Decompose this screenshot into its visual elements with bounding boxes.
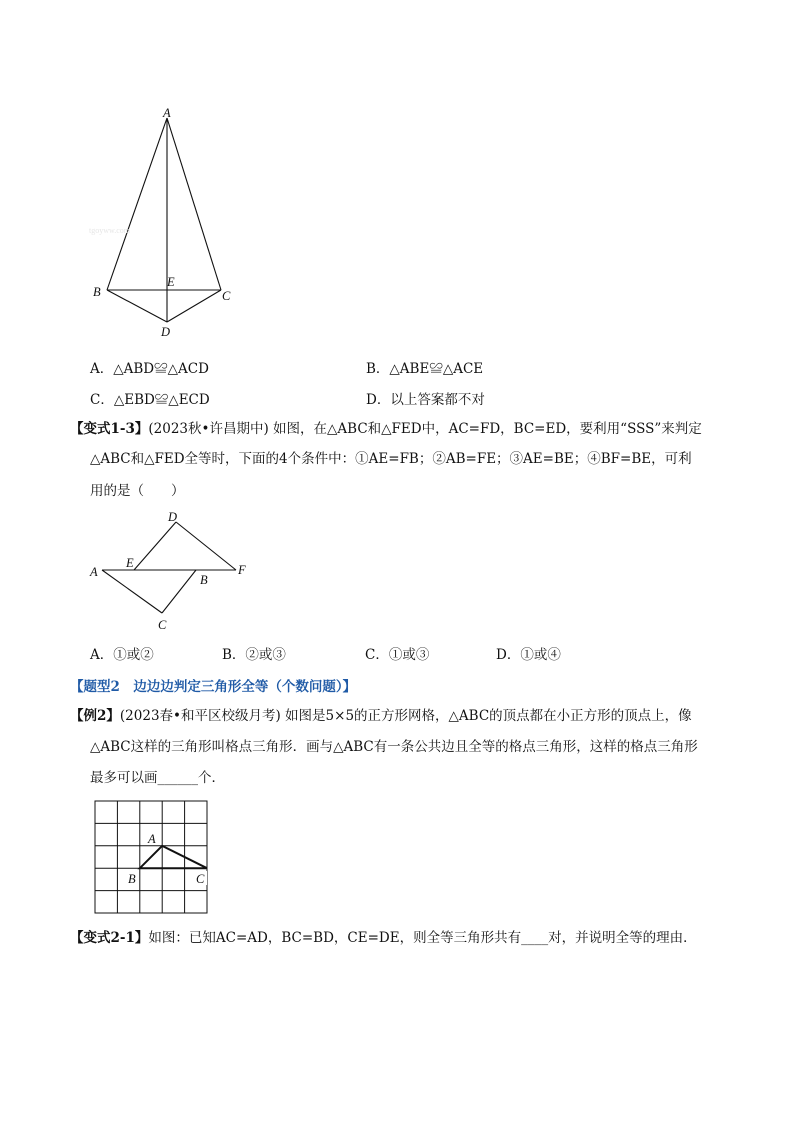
example-2-line1 [70, 706, 692, 726]
watermark-text: tgoyww.com [89, 226, 131, 235]
segment-bc-fig2 [162, 570, 196, 613]
label-b: B [93, 285, 101, 299]
q1-option-a: A．△ABD≌△ACD [90, 361, 209, 377]
label-c-fig3: C [196, 872, 205, 886]
label-c: C [222, 289, 231, 303]
variant-1-3-line3: 用的是（ ） [90, 483, 185, 499]
example-2-line2: △ABC这样的三角形叫格点三角形．画与△ABC有一条公共边且全等的格点三角形，这样的格点三角形 [90, 739, 698, 755]
variant-2-1-tag: 【变式2-1】 [70, 930, 149, 946]
variant-1-3-line2: △ABC和△FED全等时，下面的4个条件中：①AE=FB；②AB=FE；③AE=BE；④BF=BE，可利 [90, 451, 692, 467]
q1-option-b: B．△ABE≌△ACE [366, 361, 484, 377]
segment-cd [167, 290, 221, 322]
q1-option-d: D．以上答案都不对 [366, 392, 485, 408]
label-d-fig2: D [168, 510, 178, 524]
figure-triangles-abc-fed [86, 505, 256, 635]
segment-df [176, 522, 236, 570]
variant-2-1-text: 如图：已知AC=AD，BC=BD，CE=DE，则全等三角形共有____对，并说明全等的理由． [148, 930, 697, 946]
variant-1-3-tag: 【变式1-3】 [70, 421, 149, 437]
q2-option-d: D．①或④ [496, 647, 561, 663]
segment-bd [107, 290, 167, 322]
label-e: E [167, 275, 175, 289]
example-2-text1: (2023春•和平区校级月考) 如图是5×5的正方形网格，△ABC的顶点都在小正方形的顶点上，像 [119, 708, 692, 724]
segment-ac [167, 118, 221, 290]
section-header-type-2: 【题型2 边边边判定三角形全等（个数问题）】 [70, 679, 357, 695]
segment-ac-fig2 [102, 570, 162, 613]
variant-1-3-line1 [70, 419, 702, 439]
label-f-fig2: F [238, 563, 246, 577]
label-c-fig2: C [158, 618, 167, 632]
variant-2-1-line [70, 928, 697, 948]
q2-option-a: A．①或② [90, 647, 154, 663]
label-a: A [163, 106, 171, 120]
label-b-fig3: B [128, 872, 136, 886]
segment-ab [107, 118, 167, 290]
label-a-fig3: A [148, 832, 156, 846]
segment-ed [134, 522, 176, 570]
label-e-fig2: E [126, 556, 134, 570]
triangle-abc-grid [140, 846, 207, 868]
q1-option-c: C．△EBD≌△ECD [90, 392, 210, 408]
figure-grid-5x5 [90, 796, 215, 921]
label-d: D [161, 325, 171, 339]
example-2-line3: 最多可以画______个． [90, 770, 225, 786]
example-2-tag: 【例2】 [70, 708, 120, 724]
figure-kite-abcd [85, 100, 245, 345]
label-a-fig2: A [90, 565, 98, 579]
q2-option-b: B．②或③ [222, 647, 286, 663]
variant-1-3-text1: (2023秋•许昌期中) 如图，在△ABC和△FED中，AC=FD，BC=ED，要利用“SSS”来判定 [148, 421, 702, 437]
label-b-fig2: B [200, 573, 208, 587]
q2-option-c: C．①或③ [365, 647, 430, 663]
